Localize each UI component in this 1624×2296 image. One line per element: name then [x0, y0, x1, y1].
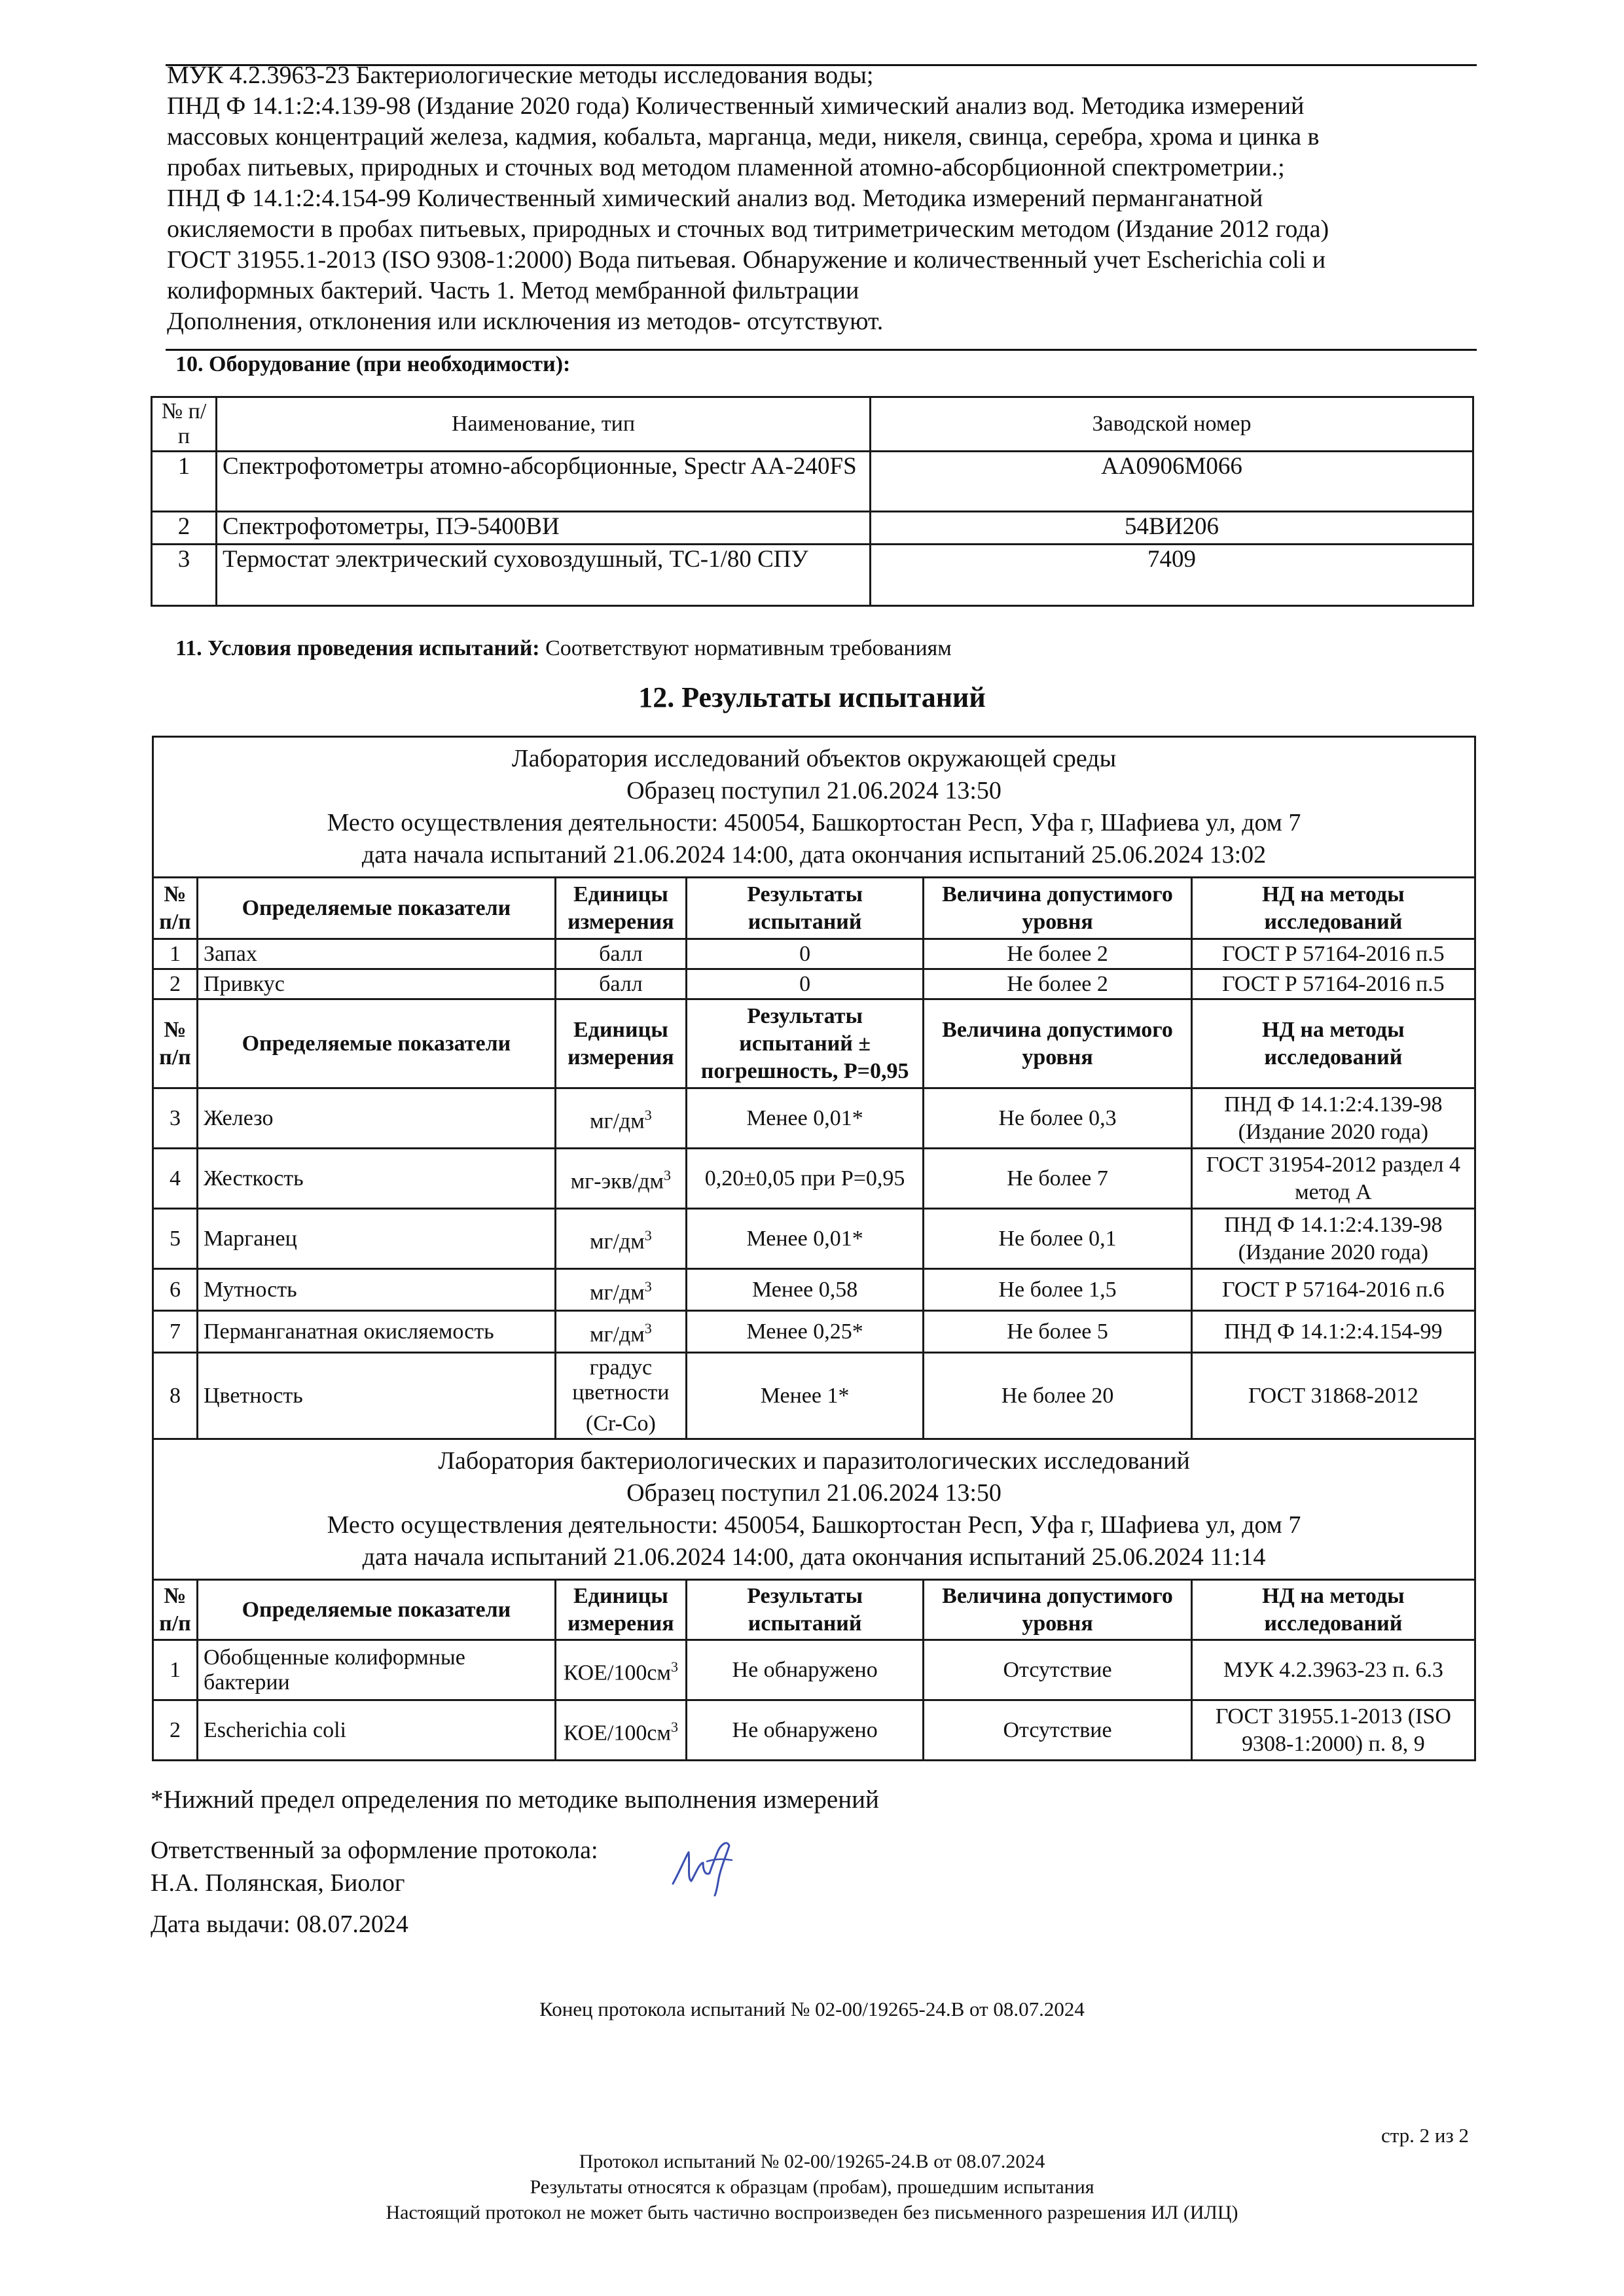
units-text: градус цветности (Cr-Co) — [572, 1355, 670, 1436]
methods-line: пробах питьевых, природных и сточных вод методом пламенной атомно-абсорбционной спектрометрии.; — [167, 154, 1285, 181]
header-result: Результаты испытаний ± погрешность, P=0,95 — [686, 999, 924, 1088]
row-limit: Не более 7 — [924, 1149, 1191, 1209]
row-limit: Не более 5 — [924, 1311, 1191, 1353]
methods-line: МУК 4.2.3963-23 Бактериологические методы исследования воды; — [167, 62, 874, 89]
units-superscript: 3 — [670, 1658, 678, 1675]
issue-date: Дата выдачи: 08.07.2024 — [151, 1910, 408, 1938]
footer-line-1: Протокол испытаний № 02-00/19265-24.В от 08.07.2024 — [579, 2151, 1045, 2172]
units-superscript: 3 — [644, 1106, 652, 1123]
equipment-header-row — [152, 397, 1473, 452]
header-num: № п/п — [153, 1580, 198, 1640]
header-units: Единицы измерения — [555, 878, 686, 939]
units-superscript: 3 — [670, 1718, 678, 1735]
row-units: балл — [555, 969, 686, 999]
section-11-value: Соответствуют нормативным требованиям — [545, 636, 952, 660]
row-method: ГОСТ 31955.1-2013 (ISO 9308-1:2000) п. 8, 9 — [1191, 1700, 1475, 1761]
table-row — [153, 969, 1475, 999]
table-row — [153, 939, 1475, 969]
units-text: мг/дм — [590, 1280, 645, 1305]
row-units: балл — [555, 939, 686, 969]
row-method: ПНД Ф 14.1:2:4.154-99 — [1191, 1311, 1475, 1353]
units-superscript: 3 — [644, 1227, 652, 1244]
responsible-label: Ответственный за оформление протокола: — [151, 1837, 598, 1864]
end-of-protocol: Конец протокола испытаний № 02-00/19265-24.В от 08.07.2024 — [539, 1998, 1085, 2020]
header-method: НД на методы исследований — [1191, 999, 1475, 1088]
row-num: 3 — [153, 1088, 198, 1149]
row-units — [555, 1700, 686, 1761]
lab2-dates: дата начала испытаний 21.06.2024 14:00, дата окончания испытаний 25.06.2024 11:14 — [362, 1543, 1266, 1571]
results-header-row — [153, 878, 1475, 939]
row-units — [555, 1311, 686, 1353]
row-result: 0 — [686, 939, 924, 969]
row-indicator: Мутность — [197, 1269, 555, 1311]
row-result: 0 — [686, 969, 924, 999]
row-indicator: Обобщенные колиформные бактерии — [197, 1640, 555, 1700]
row-method: ПНД Ф 14.1:2:4.139-98 (Издание 2020 года) — [1191, 1088, 1475, 1149]
row-indicator: Привкус — [197, 969, 555, 999]
equipment-name: Термостат электрический суховоздушный, ТС-1/80 СПУ — [217, 545, 871, 606]
header-limit: Величина допустимого уровня — [924, 878, 1191, 939]
equipment-serial: AA0906M066 — [871, 452, 1473, 512]
lab1-info — [153, 737, 1475, 878]
row-units — [555, 1640, 686, 1700]
methods-line: Дополнения, отклонения или исключения из методов- отсутствуют. — [167, 308, 884, 335]
table-row — [153, 1269, 1475, 1311]
table-row — [153, 1311, 1475, 1353]
row-limit: Не более 0,3 — [924, 1088, 1191, 1149]
row-num: 2 — [153, 969, 198, 999]
equipment-name: Спектрофотометры, ПЭ-5400ВИ — [217, 512, 871, 545]
header-indicator: Определяемые показатели — [197, 878, 555, 939]
equipment-num: 1 — [152, 452, 217, 512]
units-superscript: 3 — [663, 1166, 671, 1183]
header-num: № п/п — [153, 878, 198, 939]
row-method: ПНД Ф 14.1:2:4.139-98 (Издание 2020 года) — [1191, 1209, 1475, 1269]
row-num: 1 — [153, 939, 198, 969]
table-row — [153, 1353, 1475, 1439]
header-units: Единицы измерения — [555, 1580, 686, 1640]
row-units — [555, 1269, 686, 1311]
row-result: Менее 0,01* — [686, 1209, 924, 1269]
row-result: Не обнаружено — [686, 1640, 924, 1700]
table-row — [153, 1209, 1475, 1269]
row-result: 0,20±0,05 при P=0,95 — [686, 1149, 924, 1209]
row-indicator: Жесткость — [197, 1149, 555, 1209]
header-method: НД на методы исследований — [1191, 1580, 1475, 1640]
col-name-header: Наименование, тип — [217, 397, 871, 452]
row-method: ГОСТ Р 57164-2016 п.5 — [1191, 939, 1475, 969]
row-result: Менее 0,25* — [686, 1311, 924, 1353]
row-num: 8 — [153, 1353, 198, 1439]
methods-line: ПНД Ф 14.1:2:4.139-98 (Издание 2020 года) Количественный химический анализ вод. Методика измерений — [167, 92, 1305, 120]
row-num: 4 — [153, 1149, 198, 1209]
row-method: ГОСТ Р 57164-2016 п.5 — [1191, 969, 1475, 999]
page-footer — [0, 2149, 1624, 2225]
methods-line: окисляемости в пробах питьевых, природных и сточных вод титриметрическим методом (Издание 2012 года) — [167, 215, 1329, 243]
header-indicator: Определяемые показатели — [197, 1580, 555, 1640]
header-result: Результаты испытаний — [686, 878, 924, 939]
footer-line-3: Настоящий протокол не может быть частично воспроизведен без письменного разрешения ИЛ (ИЛЦ) — [386, 2202, 1238, 2223]
section-11 — [175, 636, 952, 661]
row-num: 1 — [153, 1640, 198, 1700]
col-num-header: № п/п — [152, 397, 217, 452]
lab1-received: Образец поступил 21.06.2024 13:50 — [626, 777, 1001, 804]
methods-line: массовых концентраций железа, кадмия, кобальта, марганца, меди, никеля, свинца, серебра, хрома и цинка в — [167, 123, 1320, 151]
row-method: ГОСТ 31868-2012 — [1191, 1353, 1475, 1439]
methods-bottom-rule — [166, 349, 1477, 351]
row-result: Менее 1* — [686, 1353, 924, 1439]
row-limit: Не более 20 — [924, 1353, 1191, 1439]
header-units: Единицы измерения — [555, 999, 686, 1088]
footer-line-2: Результаты относятся к образцам (пробам), прошедшим испытания — [530, 2176, 1094, 2198]
lab-info-row — [153, 1439, 1475, 1580]
header-indicator: Определяемые показатели — [197, 999, 555, 1088]
row-limit: Отсутствие — [924, 1640, 1191, 1700]
results-header-row — [153, 999, 1475, 1088]
row-indicator: Запах — [197, 939, 555, 969]
equipment-name: Спектрофотометры атомно-абсорбционные, Spectr AA-240FS — [217, 452, 871, 512]
methods-line: колиформных бактерий. Часть 1. Метод мембранной фильтрации — [167, 277, 859, 304]
units-text: КОЕ/100см — [563, 1721, 671, 1746]
lab1-place: Место осуществления деятельности: 450054, Башкортостан Респ, Уфа г, Шафиева ул, дом 7 — [327, 809, 1301, 836]
col-serial-header: Заводской номер — [871, 397, 1473, 452]
equipment-serial: 54ВИ206 — [871, 512, 1473, 545]
results-table — [152, 736, 1476, 1761]
row-result: Не обнаружено — [686, 1700, 924, 1761]
table-row — [153, 1700, 1475, 1761]
units-text: мг-экв/дм — [570, 1169, 664, 1194]
section-12-title: 12. Результаты испытаний — [638, 681, 986, 713]
equipment-row — [152, 512, 1473, 545]
row-units — [555, 1149, 686, 1209]
header-result: Результаты испытаний — [686, 1580, 924, 1640]
row-num: 6 — [153, 1269, 198, 1311]
row-num: 5 — [153, 1209, 198, 1269]
responsible-person: Н.А. Полянская, Биолог — [151, 1869, 405, 1897]
header-limit: Величина допустимого уровня — [924, 999, 1191, 1088]
units-text: мг/дм — [590, 1109, 645, 1134]
row-num: 7 — [153, 1311, 198, 1353]
row-num: 2 — [153, 1700, 198, 1761]
section-10-title: 10. Оборудование (при необходимости): — [175, 352, 571, 376]
row-indicator: Цветность — [197, 1353, 555, 1439]
units-superscript: 3 — [644, 1278, 652, 1295]
units-text: КОЕ/100см — [563, 1660, 671, 1685]
signature-mark — [666, 1833, 738, 1898]
row-units — [555, 1088, 686, 1149]
row-limit: Отсутствие — [924, 1700, 1191, 1761]
responsible-block — [151, 1834, 598, 1899]
lab2-received: Образец поступил 21.06.2024 13:50 — [626, 1479, 1001, 1507]
row-method: ГОСТ Р 57164-2016 п.6 — [1191, 1269, 1475, 1311]
signature — [666, 1833, 738, 1901]
equipment-row — [152, 545, 1473, 606]
row-units — [555, 1353, 686, 1439]
row-limit: Не более 1,5 — [924, 1269, 1191, 1311]
equipment-num: 3 — [152, 545, 217, 606]
lab2-name: Лаборатория бактериологических и паразитологических исследований — [438, 1447, 1190, 1475]
row-limit: Не более 0,1 — [924, 1209, 1191, 1269]
row-units — [555, 1209, 686, 1269]
row-indicator: Перманганатная окисляемость — [197, 1311, 555, 1353]
lab1-name: Лаборатория исследований объектов окружающей среды — [511, 745, 1117, 772]
row-limit: Не более 2 — [924, 969, 1191, 999]
table-row — [153, 1640, 1475, 1700]
header-limit: Величина допустимого уровня — [924, 1580, 1191, 1640]
equipment-table — [151, 396, 1474, 607]
equipment-row — [152, 452, 1473, 512]
lab-info-row — [153, 737, 1475, 878]
methods-line: ГОСТ 31955.1-2013 (ISO 9308-1:2000) Вода питьевая. Обнаружение и количественный учет Escherichia coli и — [167, 246, 1326, 274]
equipment-num: 2 — [152, 512, 217, 545]
row-limit: Не более 2 — [924, 939, 1191, 969]
units-text: мг/дм — [590, 1229, 645, 1254]
header-num: № п/п — [153, 999, 198, 1088]
page-number: стр. 2 из 2 — [1381, 2124, 1470, 2147]
row-method: МУК 4.2.3963-23 п. 6.3 — [1191, 1640, 1475, 1700]
row-method: ГОСТ 31954-2012 раздел 4 метод А — [1191, 1149, 1475, 1209]
table-row — [153, 1149, 1475, 1209]
table-row — [153, 1088, 1475, 1149]
header-method: НД на методы исследований — [1191, 878, 1475, 939]
lab1-dates: дата начала испытаний 21.06.2024 14:00, дата окончания испытаний 25.06.2024 13:02 — [361, 841, 1267, 869]
row-result: Менее 0,01* — [686, 1088, 924, 1149]
row-indicator: Escherichia coli — [197, 1700, 555, 1761]
row-indicator: Железо — [197, 1088, 555, 1149]
row-indicator: Марганец — [197, 1209, 555, 1269]
equipment-serial: 7409 — [871, 545, 1473, 606]
section-11-label: 11. Условия проведения испытаний: — [175, 636, 540, 660]
lab2-place: Место осуществления деятельности: 450054, Башкортостан Респ, Уфа г, Шафиева ул, дом 7 — [327, 1511, 1301, 1539]
footnote: *Нижний предел определения по методике выполнения измерений — [151, 1785, 879, 1814]
results-header-row — [153, 1580, 1475, 1640]
methods-list — [167, 60, 1476, 337]
row-result: Менее 0,58 — [686, 1269, 924, 1311]
units-text: мг/дм — [590, 1322, 645, 1347]
units-superscript: 3 — [644, 1319, 652, 1336]
methods-line: ПНД Ф 14.1:2:4.154-99 Количественный химический анализ вод. Методика измерений перманганатной — [167, 185, 1263, 212]
lab2-info — [153, 1439, 1475, 1580]
